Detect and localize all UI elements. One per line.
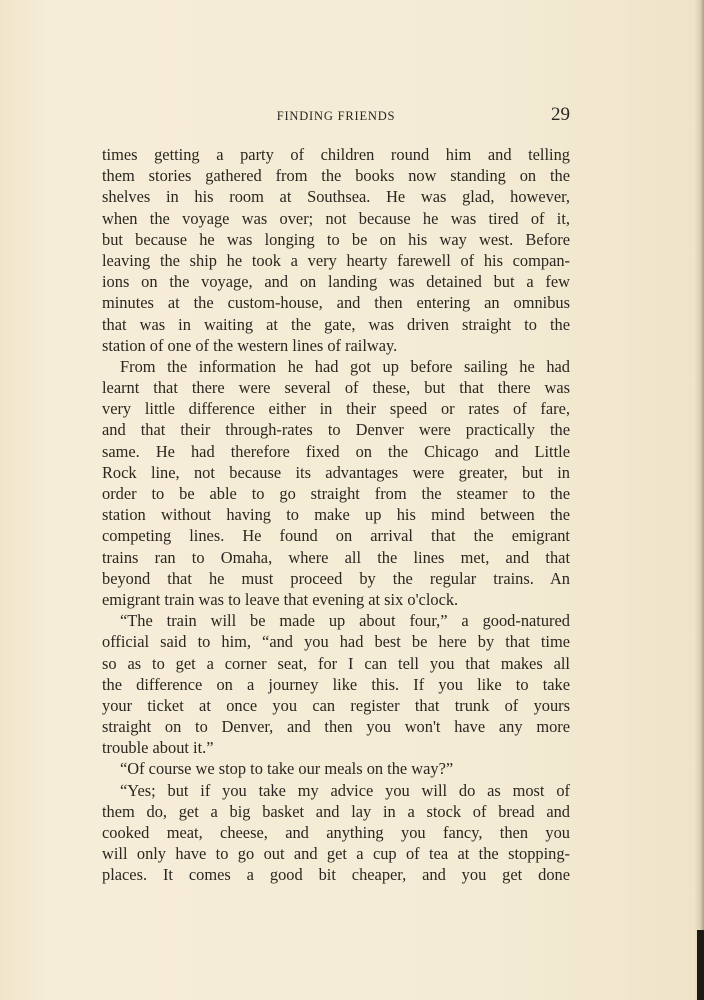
text-line: emigrant train was to leave that evening at six o'clock. — [102, 589, 459, 609]
text-line: trouble about it.” — [102, 738, 214, 758]
text-line: order to be able to go straight from the steamer to the — [102, 484, 570, 503]
text-line: shelves in his room at Southsea. He was glad, however, — [102, 187, 570, 207]
text-line: very little difference either in their speed or rates of fare, — [102, 399, 570, 419]
text-line: the difference on a journey like this. If you like to take — [102, 674, 570, 694]
text-line: From the information he had got up before sailing he had — [120, 356, 570, 376]
text-line: places. It comes a good bit cheaper, and you get done — [102, 865, 570, 885]
text-line: station without having to make up his mind between the — [102, 505, 570, 525]
text-line: “The train will be made up about four,” a good-natured — [120, 611, 570, 631]
running-title: FINDING FRIENDS — [276, 109, 396, 123]
page-number: 29 — [551, 104, 570, 125]
page-header — [102, 104, 570, 128]
text-line: trains ran to Omaha, where all the lines met, and that — [102, 547, 570, 567]
text-line: straight on to Denver, and then you won't have any more — [102, 717, 570, 737]
text-line: will only have to go out and get a cup of tea at the stopping- — [102, 844, 570, 864]
text-line: times getting a party of children round him and telling — [102, 145, 570, 164]
text-line: so as to get a corner seat, for I can tell you that makes all — [102, 653, 570, 673]
text-line: when the voyage was over; not because he was tired of it, — [102, 208, 570, 228]
text-line: but because he was longing to be on his way west. Before — [102, 229, 570, 249]
text-line: and that their through-rates to Denver were practically the — [102, 420, 570, 440]
text-line: your ticket at once you can register that trunk of yours — [102, 695, 570, 715]
text-line: official said to him, “and you had best be here by that time — [102, 632, 570, 652]
text-line: them stories gathered from the books now standing on the — [102, 166, 570, 186]
text-line: same. He had therefore fixed on the Chicago and Little — [102, 441, 570, 461]
text-line: cooked meat, cheese, and anything you fancy, then you — [102, 823, 570, 842]
text-line: learnt that there were several of these, but that there was — [102, 378, 570, 398]
text-line: competing lines. He found on arrival that the emigrant — [102, 526, 570, 546]
text-line: “Yes; but if you take my advice you will do as most of — [120, 780, 570, 800]
text-line: that was in waiting at the gate, was driven straight to the — [102, 314, 570, 334]
text-line: Rock line, not because its advantages were greater, but in — [102, 462, 570, 482]
page-edge-shadow — [694, 0, 704, 1000]
text-line: ions on the voyage, and on landing was detained but a few — [102, 272, 570, 292]
text-line: leaving the ship he took a very hearty farewell of his compan- — [102, 250, 570, 270]
text-line: beyond that he must proceed by the regular trains. An — [102, 568, 570, 588]
text-line: station of one of the western lines of railway. — [102, 335, 398, 355]
text-line: “Of course we stop to take our meals on the way?” — [120, 759, 454, 779]
text-line: them do, get a big basket and lay in a stock of bread and — [102, 801, 570, 821]
body-text — [102, 144, 570, 886]
text-line: minutes at the custom-house, and then entering an omnibus — [102, 293, 570, 313]
page-edge-dark — [697, 930, 704, 1000]
